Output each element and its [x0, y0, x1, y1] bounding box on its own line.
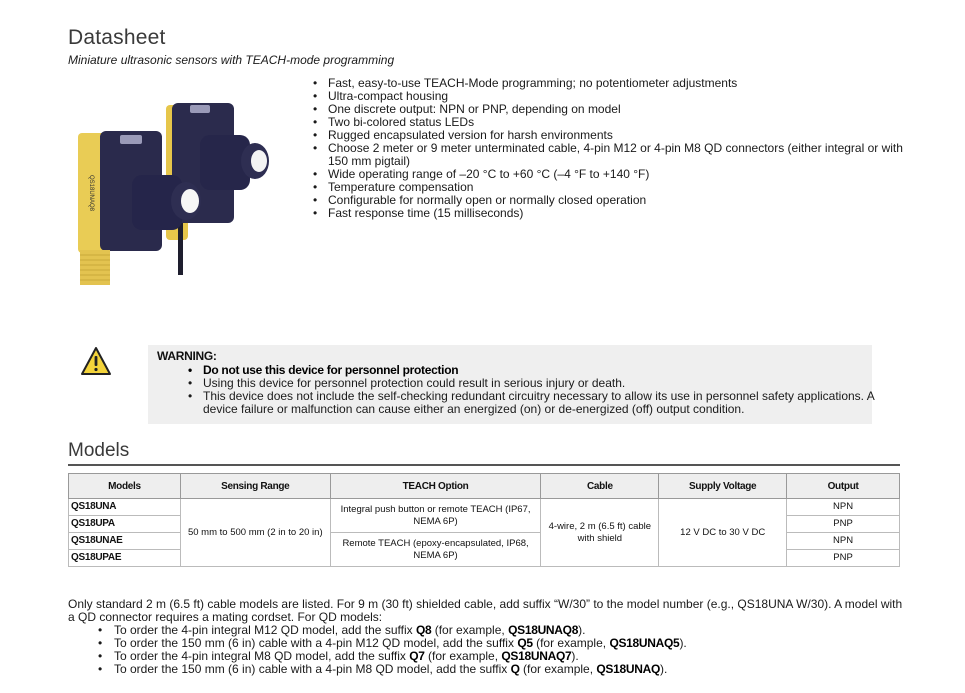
page-title: Datasheet: [68, 26, 166, 49]
warning-triangle-icon: [80, 346, 112, 376]
svg-text:QS18UNAQ8: QS18UNAQ8: [88, 175, 94, 212]
warning-list: [188, 364, 878, 416]
product-image: [70, 95, 280, 290]
ordering-item: • To order the 4-pin integral M12 QD model, add the suffix Q8 (for example, QS18UNAQ8).: [98, 624, 918, 637]
output-cell: NPN: [787, 533, 900, 550]
column-header: TEACH Option: [330, 474, 541, 499]
model-cell: QS18UPAE: [69, 550, 181, 567]
column-header: Sensing Range: [180, 474, 330, 499]
column-header: Supply Voltage: [659, 474, 787, 499]
ordering-item: • To order the 150 mm (6 in) cable with a 4-pin M12 QD model, add the suffix Q5 (for example, QS18UNAQ5).: [98, 637, 918, 650]
feature-list: [312, 77, 912, 220]
models-heading: Models: [68, 440, 130, 461]
ordering-note: Only standard 2 m (6.5 ft) cable models are listed. For 9 m (30 ft) shielded cable, add suffix “W/30” to the model number (e.g., QS18UNA W/30). A model with a QD connector requires a mating cordset. For QD models:: [68, 597, 903, 624]
supply-voltage-cell: 12 V DC to 30 V DC: [659, 499, 787, 567]
model-cell: QS18UNAE: [69, 533, 181, 550]
feature-item: • Configurable for normally open or normally closed operation: [312, 194, 912, 207]
output-cell: PNP: [787, 550, 900, 567]
feature-item: • One discrete output: NPN or PNP, depending on model: [312, 103, 912, 116]
feature-item: • Temperature compensation: [312, 181, 912, 194]
table-row: [69, 499, 900, 516]
ordering-item: • To order the 4-pin integral M8 QD model, add the suffix Q7 (for example, QS18UNAQ7).: [98, 650, 918, 663]
table-header-row: [69, 474, 900, 499]
teach-option-cell: Remote TEACH (epoxy-encapsulated, IP68, NEMA 6P): [330, 533, 541, 567]
output-cell: PNP: [787, 516, 900, 533]
ordering-list: [98, 624, 918, 676]
models-table: [68, 473, 900, 567]
page-subtitle: Miniature ultrasonic sensors with TEACH-mode programming: [68, 53, 395, 67]
column-header: Output: [787, 474, 900, 499]
feature-item: • Two bi-colored status LEDs: [312, 116, 912, 129]
column-header: Cable: [541, 474, 659, 499]
feature-item: • Ultra-compact housing: [312, 90, 912, 103]
sensing-range-cell: 50 mm to 500 mm (2 in to 20 in): [180, 499, 330, 567]
column-header: Models: [69, 474, 181, 499]
warning-item: • Using this device for personnel protection could result in serious injury or death.: [188, 377, 878, 390]
feature-item: • Wide operating range of –20 °C to +60 °C (–4 °F to +140 °F): [312, 168, 912, 181]
warning-item: • Do not use this device for personnel protection: [188, 364, 878, 377]
output-cell: NPN: [787, 499, 900, 516]
cable-cell: 4-wire, 2 m (6.5 ft) cable with shield: [541, 499, 659, 567]
model-cell: QS18UNA: [69, 499, 181, 516]
feature-item: • Rugged encapsulated version for harsh environments: [312, 129, 912, 142]
warning-title: WARNING:: [157, 349, 217, 363]
feature-item: • Fast, easy-to-use TEACH-Mode programming; no potentiometer adjustments: [312, 77, 912, 90]
sensor-illustration-icon: [70, 95, 280, 290]
ordering-item: • To order the 150 mm (6 in) cable with a 4-pin M8 QD model, add the suffix Q (for example, QS18UNAQ).: [98, 663, 918, 676]
feature-item: • Fast response time (15 milliseconds): [312, 207, 912, 220]
section-divider: [68, 464, 900, 466]
model-cell: QS18UPA: [69, 516, 181, 533]
feature-item: • Choose 2 meter or 9 meter unterminated cable, 4-pin M12 or 4-pin M8 QD connectors (either integral or with 150 mm pigtail): [312, 142, 912, 168]
warning-item: • This device does not include the self-checking redundant circuitry necessary to allow its use in personnel safety applications. A device failure or malfunction can cause either an energized (on) or de-energized (off) output condition.: [188, 390, 878, 416]
teach-option-cell: Integral push button or remote TEACH (IP67, NEMA 6P): [330, 499, 541, 533]
